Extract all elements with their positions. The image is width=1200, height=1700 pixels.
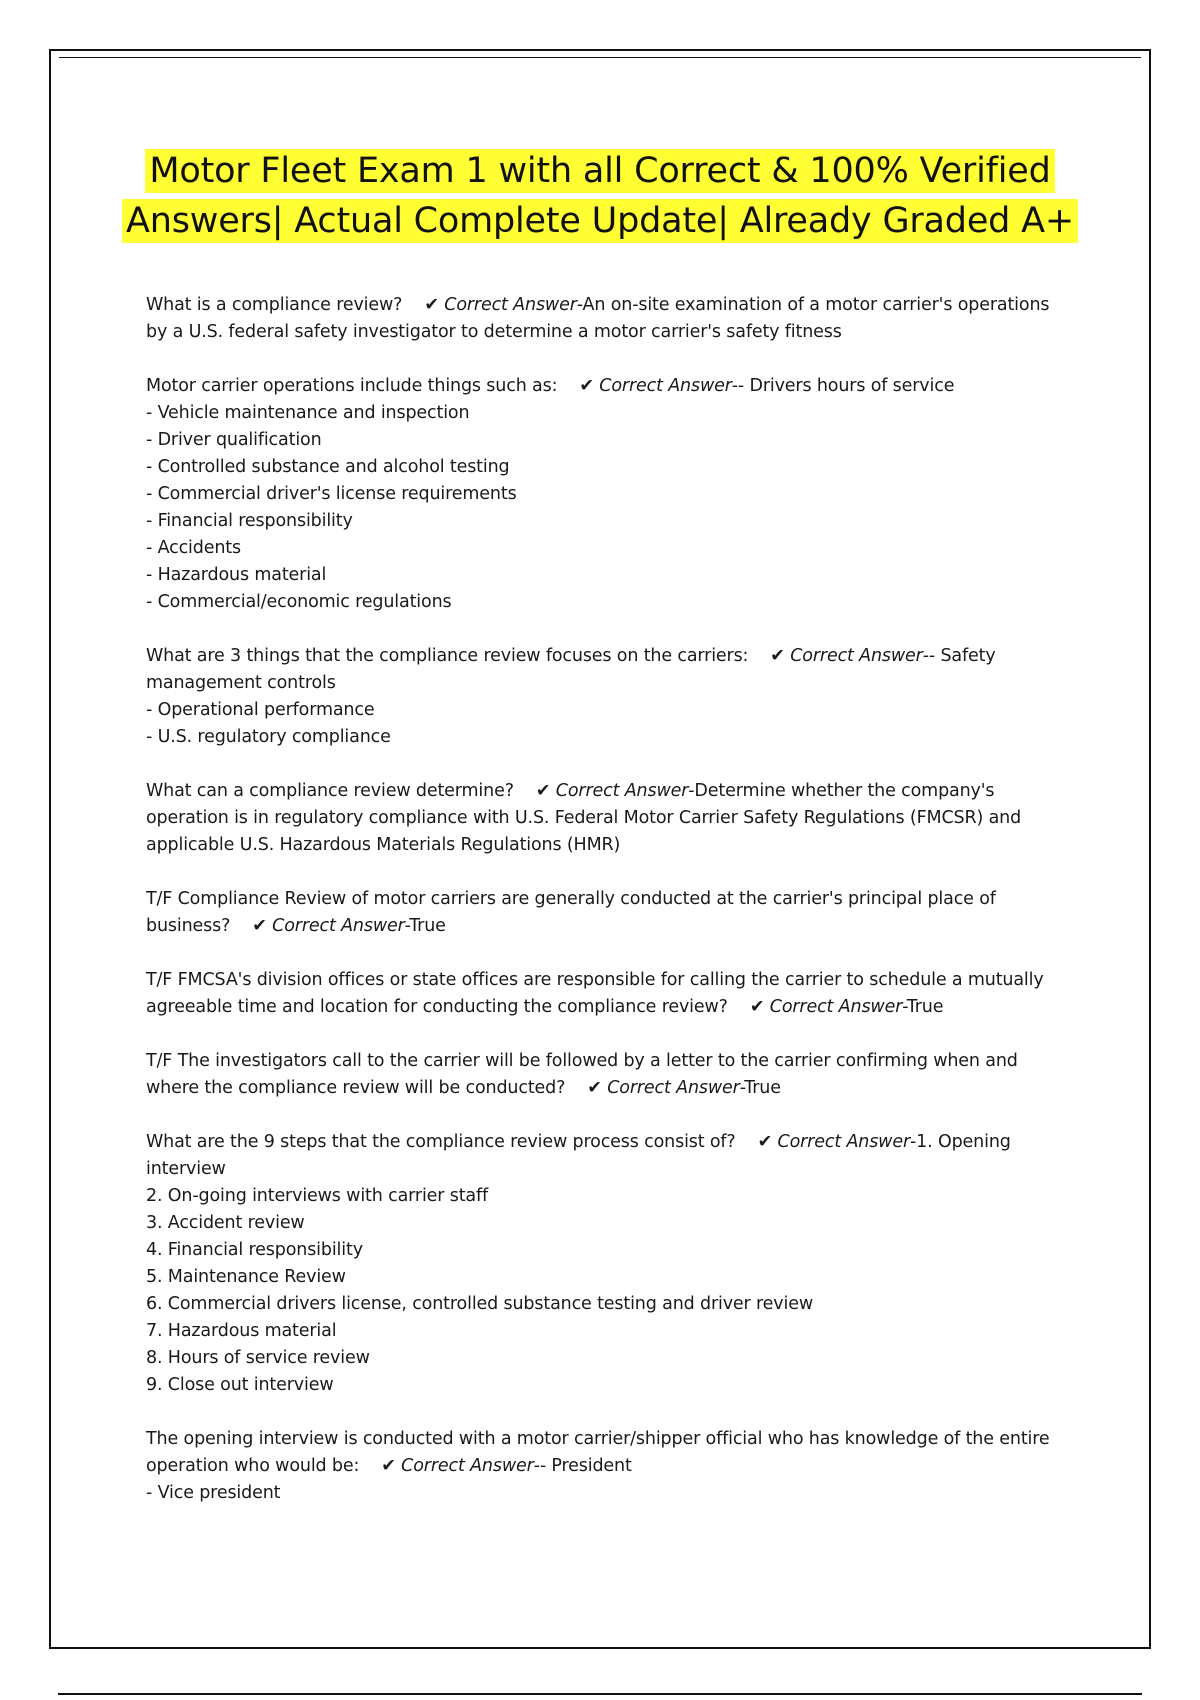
answer-list-line: 3. Accident review (146, 1213, 305, 1233)
answer-text: -- Safety management controls (146, 646, 996, 693)
qa-item (146, 1426, 1056, 1507)
title-text (122, 149, 1078, 243)
checkmark-icon: ✔ (770, 646, 785, 666)
correct-answer-label: Correct Answer (607, 1078, 740, 1098)
checkmark-icon: ✔ (381, 1456, 396, 1476)
title-line-1: Motor Fleet Exam 1 with all Correct & 100% Verified (149, 151, 1051, 191)
qa-paragraph (146, 643, 1056, 697)
qa-item (146, 1129, 1056, 1399)
answer-list-line: - Accidents (146, 538, 241, 558)
question-text: Motor carrier operations include things such as: (146, 376, 558, 396)
correct-answer-label: Correct Answer (769, 997, 903, 1017)
qa-item (146, 292, 1056, 346)
qa-paragraph (146, 1426, 1056, 1480)
answer-text: -- President (533, 1456, 632, 1476)
question-text: T/F The investigators call to the carrier will be followed by a letter to the carrier confirming when and where the compliance review will be conducted? (146, 1051, 1018, 1098)
correct-answer-label: Correct Answer (777, 1132, 910, 1152)
answer-list-line: - Vehicle maintenance and inspection (146, 403, 470, 423)
answer-list-line: 8. Hours of service review (146, 1348, 370, 1368)
checkmark-icon: ✔ (757, 1132, 773, 1152)
qa-item (146, 373, 1056, 616)
qa-paragraph (146, 967, 1056, 1021)
qa-item (146, 967, 1056, 1021)
question-text: What are 3 things that the compliance review focuses on the carriers: (146, 646, 749, 666)
checkmark-icon: ✔ (535, 781, 551, 801)
correct-answer-label: Correct Answer (272, 916, 405, 936)
correct-answer-label: Correct Answer (555, 781, 689, 801)
question-text: The opening interview is conducted with a motor carrier/shipper official who has knowledge of the entire operation who would be: (146, 1429, 1050, 1476)
answer-list-line: - Commercial driver's license requirements (146, 484, 517, 504)
checkmark-icon: ✔ (252, 916, 267, 936)
title-line-2: Answers| Actual Complete Update| Already Graded A+ (126, 201, 1074, 241)
answer-text: -1. Opening interview (146, 1132, 1011, 1179)
checkmark-icon: ✔ (587, 1078, 602, 1098)
question-text: T/F FMCSA's division offices or state offices are responsible for calling the carrier to schedule a mutually agreeable time and location for conducting the compliance review? (146, 970, 1044, 1017)
correct-answer-label: Correct Answer (444, 295, 577, 315)
question-text: T/F Compliance Review of motor carriers are generally conducted at the carrier's principal place of business? (146, 889, 996, 936)
answer-text: -True (902, 997, 944, 1017)
question-text: What are the 9 steps that the compliance review process consist of? (146, 1132, 736, 1152)
answer-list-line: - Driver qualification (146, 430, 322, 450)
correct-answer-label: Correct Answer (790, 646, 923, 666)
qa-paragraph (146, 778, 1056, 859)
answer-list-line: - Commercial/economic regulations (146, 592, 452, 612)
qa-list (146, 292, 1056, 1534)
answer-list-line: - U.S. regulatory compliance (146, 727, 391, 747)
answer-list-line: - Financial responsibility (146, 511, 353, 531)
answer-list-line: - Vice president (146, 1483, 281, 1503)
question-text: What is a compliance review? (146, 295, 403, 315)
document-title (100, 146, 1100, 246)
answer-text: -True (404, 916, 446, 936)
checkmark-icon: ✔ (749, 997, 765, 1017)
answer-list-line: 4. Financial responsibility (146, 1240, 363, 1260)
answer-text: -Determine whether the company's operation is in regulatory compliance with U.S. Federal Motor Carrier Safety Regulations (FMCSR) and applicable U.S. Hazardous Materials Regulations (HMR) (146, 781, 1022, 855)
correct-answer-label: Correct Answer (401, 1456, 534, 1476)
correct-answer-label: Correct Answer (599, 376, 732, 396)
answer-list-line: - Controlled substance and alcohol testing (146, 457, 510, 477)
qa-item (146, 1048, 1056, 1102)
qa-paragraph (146, 373, 1056, 400)
checkmark-icon: ✔ (579, 376, 594, 396)
qa-paragraph (146, 1129, 1056, 1183)
qa-item (146, 886, 1056, 940)
top-rule (59, 57, 1141, 58)
answer-text: -- Drivers hours of service (731, 376, 955, 396)
qa-paragraph (146, 886, 1056, 940)
qa-paragraph (146, 292, 1056, 346)
answer-list-line: 9. Close out interview (146, 1375, 334, 1395)
qa-item (146, 643, 1056, 751)
answer-list-line: 7. Hazardous material (146, 1321, 337, 1341)
answer-list-line: 2. On-going interviews with carrier staff (146, 1186, 489, 1206)
qa-paragraph (146, 1048, 1056, 1102)
answer-list-line: 6. Commercial drivers license, controlled substance testing and driver review (146, 1294, 813, 1314)
answer-text: -True (739, 1078, 781, 1098)
question-text: What can a compliance review determine? (146, 781, 514, 801)
checkmark-icon: ✔ (424, 295, 439, 315)
answer-list-line: 5. Maintenance Review (146, 1267, 346, 1287)
next-page-rule (58, 1693, 1142, 1695)
answer-list-line: - Operational performance (146, 700, 375, 720)
answer-list-line: - Hazardous material (146, 565, 327, 585)
answer-text: -An on-site examination of a motor carrier's operations by a U.S. federal safety investigator to determine a motor carrier's safety fitness (146, 295, 1050, 342)
qa-item (146, 778, 1056, 859)
